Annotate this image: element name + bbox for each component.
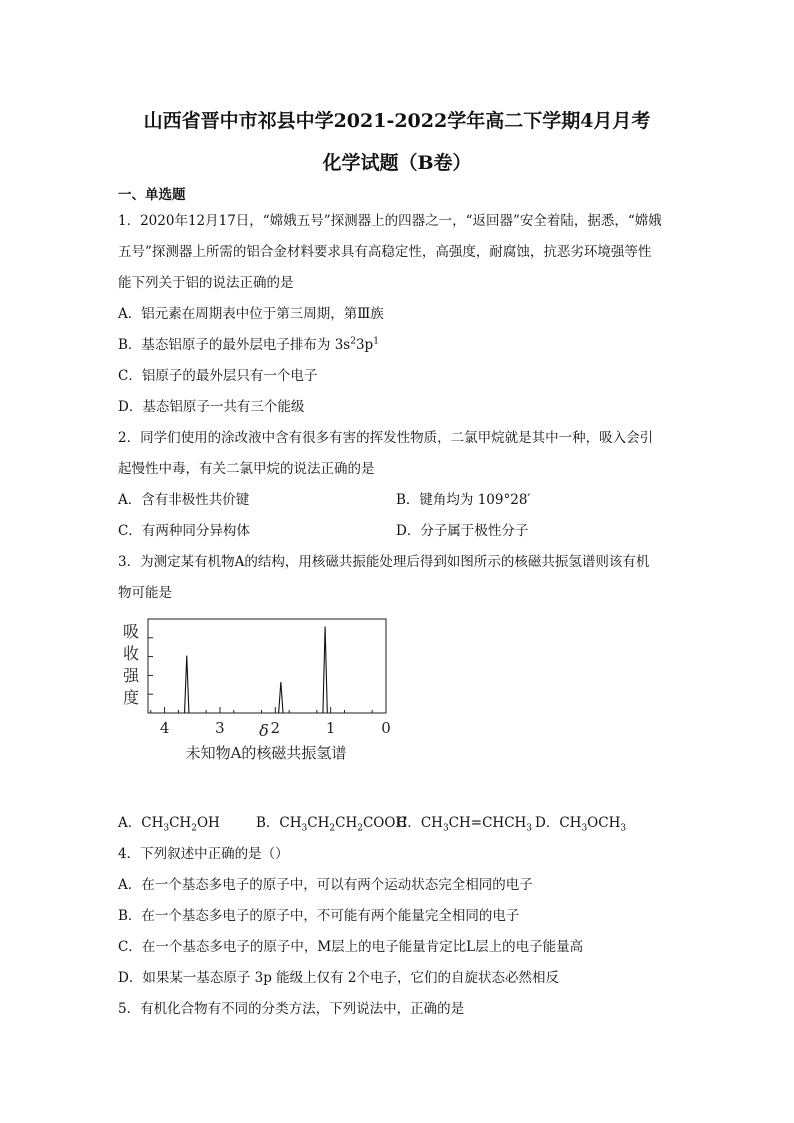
q4-option-d: D．如果某一基态原子 3p 能级上仅有 2个电子，它们的自旋状态必然相反 [118,970,560,986]
x-tick-label: 0 [381,719,391,737]
chart-frame [148,619,386,713]
q2-option-a: A．含有非极性共价键 [118,492,250,508]
q2-option-d: D．分子属于极性分子 [396,523,529,539]
q4-stem: 4．下列叙述中正确的是（） [118,846,289,862]
q4-option-c: C．在一个基态多电子的原子中，M层上的电子能量肯定比L层上的电子能量高 [118,939,584,955]
q3-stem-line2: 物可能是 [118,585,172,601]
q1-option-d: D．基态铝原子一共有三个能级 [118,399,305,415]
y-axis-label-char: 度 [122,688,140,707]
x-tick-label: 1 [325,719,336,737]
x-axis-label: δ [259,721,269,740]
q1-stem-line1: 1．2020年12月17日，“嫦娥五号”探测器上的四器之一，“返回器”安全着陆，据悉，“嫦娥 [118,213,662,229]
q3-option-a: A．$CH_3CH_2OH$ [118,815,220,834]
q4-option-a: A．在一个基态多电子的原子中，可以有两个运动状态完全相同的电子 [118,877,533,893]
x-tick-label: 2 [270,719,281,737]
q3-stem-line1: 3．为测定某有机物A的结构，用核磁共振能处理后得到如图所示的核磁共振氢谱则该有机 [118,554,650,570]
q3-option-c: C．$CH_3CH=CHCH_3$ [397,815,533,834]
q4-option-b: B．在一个基态多电子的原子中，不可能有两个能量完全相同的电子 [118,908,520,924]
nmr-peak [323,627,327,713]
nmr-peak [185,656,189,713]
q1-option-b: B．基态铝原子的最外层电子排布为 $3s^23p^1$ [118,336,379,353]
y-axis-label-char: 吸 [122,622,140,641]
q2-option-c: C．有两种同分异构体 [118,523,250,539]
q1-stem-line3: 能下列关于铝的说法正确的是 [118,275,294,291]
x-tick-label: 3 [215,719,225,737]
q2-option-b: B．键角均为 109°28′ [396,492,531,508]
q1-stem-line2: 五号”探测器上所需的铝合金材料要求具有高稳定性，高强度，耐腐蚀，抗恶劣环境强等性 [118,244,652,260]
x-tick-label: 4 [159,719,170,737]
chart-title: 未知物A的核磁共振氢谱 [185,744,347,762]
q2-stem-line2: 起慢性中毒，有关二氯甲烷的说法正确的是 [118,461,375,477]
nmr-spectrum-chart [118,612,408,772]
nmr-peak [279,682,283,713]
y-axis-label-char: 强 [122,666,140,685]
q1-option-c: C．铝原子的最外层只有一个电子 [118,368,318,384]
q5-stem: 5．有机化合物有不同的分类方法，下列说法中，正确的是 [118,1001,465,1017]
q3-option-b: B．$CH_3CH_2CH_2COOH$ [256,815,408,834]
y-axis-label-char: 收 [122,644,140,663]
q3-option-d: D．$CH_3OCH_3$ [535,815,627,834]
q2-stem-line1: 2．同学们使用的涂改液中含有很多有害的挥发性物质，二氯甲烷就是其中一种，吸入会引 [118,430,654,446]
q1-option-a: A．铝元素在周期表中位于第三周期，第Ⅲ族 [118,306,384,322]
section-heading: 一、单选题 [118,187,186,203]
page-title: 山西省晋中市祁县中学2021-2022学年高二下学期4月月考 [143,110,651,132]
page-subtitle: 化学试题（B卷） [322,152,472,174]
